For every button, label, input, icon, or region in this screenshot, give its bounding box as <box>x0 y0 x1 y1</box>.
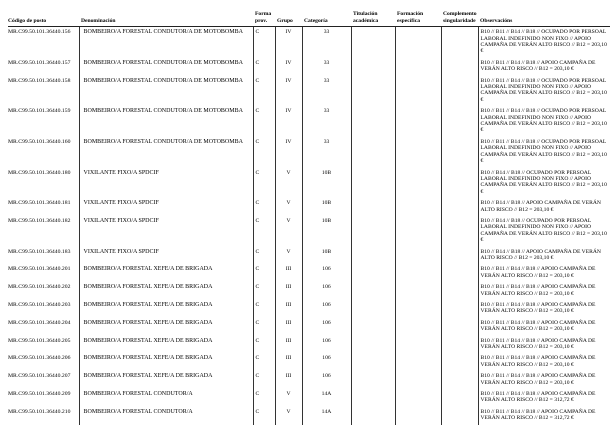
table-row <box>8 353 610 371</box>
cell-formacion <box>395 371 441 389</box>
cell-titulacion <box>351 216 395 247</box>
cell-categoria: 33 <box>302 58 351 76</box>
column-header-observacions: Observacións <box>478 11 610 27</box>
cell-observacions: B10 // B11 // B14 // B18 // APOIO CAMPAÑA DE VERÁN ALTO RISCO // B12 = 203,10 € <box>478 58 610 76</box>
cell-forma: C <box>253 318 275 336</box>
cell-denominacion: BOMBEIRO/A FORESTAL XEFE/A DE BRIGADA <box>79 371 253 389</box>
cell-categoria: 106 <box>302 336 351 354</box>
cell-complemento <box>441 353 478 371</box>
cell-formacion <box>395 58 441 76</box>
cell-titulacion <box>351 106 395 137</box>
cell-grupo: IV <box>275 27 302 58</box>
cell-categoria: 10B <box>302 247 351 265</box>
cell-forma: C <box>253 58 275 76</box>
cell-titulacion <box>351 198 395 216</box>
cell-codigo: MR.C99.50.101.36440.204 <box>8 319 71 326</box>
column-header-denominacion: Denominación <box>79 11 253 27</box>
cell-codigo: MR.C99.50.101.36440.158 <box>8 77 71 84</box>
cell-titulacion <box>351 371 395 389</box>
table-row <box>8 389 610 407</box>
cell-observacions: B10 // B11 // B14 // B18 // APOIO CAMPAÑA DE VERÁN ALTO RISCO // B12 = 203,10 € <box>478 371 610 389</box>
cell-observacions: B10 // B11 // B14 // B18 // APOIO CAMPAÑA DE VERÁN ALTO RISCO // B12 = 312,72 € <box>478 407 610 425</box>
table-row <box>8 198 610 216</box>
table-row <box>8 300 610 318</box>
cell-denominacion: BOMBEIRO/A FORESTAL CONDUTOR/A DE MOTOBOMBA <box>79 76 253 107</box>
cell-grupo: III <box>275 353 302 371</box>
column-header-complemento: Complemento singularidade <box>441 11 478 27</box>
cell-categoria: 10B <box>302 198 351 216</box>
cell-forma: C <box>253 216 275 247</box>
cell-complemento <box>441 300 478 318</box>
cell-titulacion <box>351 76 395 107</box>
cell-grupo: III <box>275 318 302 336</box>
cell-denominacion: BOMBEIRO/A FORESTAL CONDUTOR/A <box>79 407 253 425</box>
cell-complemento <box>441 407 478 425</box>
cell-observacions: B10 // B11 // B14 // B18 // APOIO CAMPAÑA DE VERÁN ALTO RISCO // B12 = 203,10 € <box>478 282 610 300</box>
cell-observacions: B10 // B11 // B14 // B18 // APOIO CAMPAÑA DE VERÁN ALTO RISCO // B12 = 203,10 € <box>478 318 610 336</box>
cell-forma: C <box>253 282 275 300</box>
cell-codigo: MR.C99.50.101.36440.183 <box>8 248 71 255</box>
cell-observacions: B10 // B14 // B18 // APOIO CAMPAÑA DE VERÁN ALTO RISCO // B12 = 203,10 € <box>478 198 610 216</box>
cell-denominacion: BOMBEIRO/A FORESTAL CONDUTOR/A DE MOTOBOMBA <box>79 58 253 76</box>
cell-titulacion <box>351 318 395 336</box>
cell-categoria: 14A <box>302 407 351 425</box>
cell-formacion <box>395 282 441 300</box>
cell-forma: C <box>253 168 275 199</box>
cell-codigo: MR.C99.50.101.36440.205 <box>8 337 71 344</box>
table-header <box>8 11 610 27</box>
cell-codigo: MR.C99.50.101.36440.202 <box>8 284 71 291</box>
table-row <box>8 264 610 282</box>
cell-codigo: MR.C99.50.101.36440.181 <box>8 200 71 207</box>
cell-titulacion <box>351 58 395 76</box>
cell-titulacion <box>351 168 395 199</box>
column-header-categoria: Categoría <box>302 11 351 27</box>
cell-titulacion <box>351 282 395 300</box>
cell-complemento <box>441 318 478 336</box>
cell-formacion <box>395 318 441 336</box>
cell-titulacion <box>351 247 395 265</box>
cell-titulacion <box>351 264 395 282</box>
cell-grupo: IV <box>275 137 302 168</box>
cell-forma: C <box>253 27 275 58</box>
cell-denominacion: BOMBEIRO/A FORESTAL XEFE/A DE BRIGADA <box>79 282 253 300</box>
table-row <box>8 336 610 354</box>
table-row <box>8 27 610 58</box>
cell-codigo: MR.C99.50.101.36440.182 <box>8 217 71 224</box>
cell-grupo: III <box>275 264 302 282</box>
cell-grupo: III <box>275 371 302 389</box>
cell-forma: C <box>253 407 275 425</box>
positions-table <box>8 11 610 425</box>
cell-codigo: MR.C99.50.101.36440.209 <box>8 391 71 398</box>
table-row <box>8 247 610 265</box>
cell-grupo: V <box>275 216 302 247</box>
table-row <box>8 371 610 389</box>
cell-categoria: 10B <box>302 168 351 199</box>
cell-forma: C <box>253 353 275 371</box>
cell-formacion <box>395 216 441 247</box>
cell-grupo: IV <box>275 58 302 76</box>
cell-formacion <box>395 168 441 199</box>
cell-denominacion: BOMBEIRO/A FORESTAL XEFE/A DE BRIGADA <box>79 264 253 282</box>
cell-complemento <box>441 58 478 76</box>
cell-titulacion <box>351 353 395 371</box>
cell-grupo: III <box>275 282 302 300</box>
cell-titulacion <box>351 336 395 354</box>
cell-denominacion: BOMBEIRO/A FORESTAL XEFE/A DE BRIGADA <box>79 318 253 336</box>
cell-codigo: MR.C99.50.101.36440.210 <box>8 408 71 415</box>
cell-categoria: 106 <box>302 300 351 318</box>
cell-denominacion: VIXILANTE FIXO/A SPDCIF <box>79 198 253 216</box>
cell-complemento <box>441 389 478 407</box>
cell-formacion <box>395 76 441 107</box>
table-row <box>8 76 610 107</box>
cell-complemento <box>441 336 478 354</box>
cell-complemento <box>441 264 478 282</box>
cell-complemento <box>441 76 478 107</box>
cell-formacion <box>395 264 441 282</box>
cell-complemento <box>441 216 478 247</box>
cell-codigo: MR.C99.50.101.36440.201 <box>8 266 71 273</box>
table-row <box>8 282 610 300</box>
cell-complemento <box>441 247 478 265</box>
cell-grupo: III <box>275 300 302 318</box>
cell-codigo: MR.C99.50.101.36440.203 <box>8 302 71 308</box>
cell-forma: C <box>253 137 275 168</box>
cell-formacion <box>395 353 441 371</box>
cell-complemento <box>441 137 478 168</box>
cell-grupo: V <box>275 389 302 407</box>
cell-denominacion: BOMBEIRO/A FORESTAL CONDUTOR/A <box>79 389 253 407</box>
cell-denominacion: BOMBEIRO/A FORESTAL XEFE/A DE BRIGADA <box>79 300 253 318</box>
cell-complemento <box>441 371 478 389</box>
cell-categoria: 106 <box>302 264 351 282</box>
cell-categoria: 106 <box>302 282 351 300</box>
cell-grupo: V <box>275 168 302 199</box>
cell-complemento <box>441 168 478 199</box>
cell-observacions: B10 // B14 // B18 // OCUPADO POR PERSOAL LABORAL INDEFINIDO NON FIXO // APOIO CAMPAÑA DE VERÁN ALTO RISCO // B12 = 203,10 € <box>478 168 610 199</box>
cell-forma: C <box>253 336 275 354</box>
table-body <box>8 27 610 425</box>
column-header-codigo: Código de posto <box>8 11 79 27</box>
table-row <box>8 407 610 425</box>
cell-formacion <box>395 336 441 354</box>
cell-categoria: 33 <box>302 27 351 58</box>
cell-complemento <box>441 282 478 300</box>
cell-formacion <box>395 300 441 318</box>
cell-forma: C <box>253 264 275 282</box>
cell-grupo: V <box>275 198 302 216</box>
cell-codigo: MR.C99.50.101.36440.160 <box>8 138 71 145</box>
cell-forma: C <box>253 106 275 137</box>
cell-codigo: MR.C99.50.101.36440.180 <box>8 169 71 176</box>
cell-grupo: IV <box>275 106 302 137</box>
cell-categoria: 33 <box>302 137 351 168</box>
cell-formacion <box>395 247 441 265</box>
cell-formacion <box>395 137 441 168</box>
cell-formacion <box>395 389 441 407</box>
cell-grupo: IV <box>275 76 302 107</box>
cell-grupo: III <box>275 336 302 354</box>
table-row <box>8 168 610 199</box>
header-row <box>8 11 610 27</box>
cell-categoria: 14A <box>302 389 351 407</box>
column-header-grupo: Grupo <box>275 11 302 27</box>
cell-observacions: B10 // B11 // B14 // B18 // APOIO CAMPAÑA DE VERÁN ALTO RISCO // B12 = 203,10 € <box>478 264 610 282</box>
cell-grupo: V <box>275 247 302 265</box>
table-row <box>8 318 610 336</box>
cell-titulacion <box>351 27 395 58</box>
cell-formacion <box>395 106 441 137</box>
cell-categoria: 33 <box>302 76 351 107</box>
column-header-forma: Forma prov. <box>253 11 275 27</box>
cell-observacions: B10 // B11 // B14 // B18 // OCUPADO POR PERSOAL LABORAL INDEFINIDO NON FIXO // APOIO CAMPAÑA DE VERÁN ALTO RISCO // B12 = 203,10 € <box>478 76 610 107</box>
cell-denominacion: BOMBEIRO/A FORESTAL XEFE/A DE BRIGADA <box>79 353 253 371</box>
cell-forma: C <box>253 300 275 318</box>
table-row <box>8 106 610 137</box>
cell-observacions: B10 // B11 // B14 // B18 // APOIO CAMPAÑA DE VERÁN ALTO RISCO // B12 = 203,10 € <box>478 353 610 371</box>
cell-categoria: 106 <box>302 353 351 371</box>
cell-categoria: 10B <box>302 216 351 247</box>
cell-grupo: V <box>275 407 302 425</box>
cell-observacions: B10 // B11 // B14 // B18 // APOIO CAMPAÑA DE VERÁN ALTO RISCO // B12 = 312,72 € <box>478 389 610 407</box>
cell-formacion <box>395 27 441 58</box>
cell-codigo: MR.C99.50.101.36440.159 <box>8 108 71 115</box>
cell-formacion <box>395 407 441 425</box>
cell-denominacion: VIXILANTE FIXO/A SPDCIF <box>79 168 253 199</box>
cell-forma: C <box>253 247 275 265</box>
cell-forma: C <box>253 76 275 107</box>
cell-categoria: 106 <box>302 371 351 389</box>
cell-codigo: MR.C99.50.101.36440.207 <box>8 373 71 380</box>
cell-categoria: 106 <box>302 318 351 336</box>
cell-observacions: B10 // B14 // B18 // APOIO CAMPAÑA DE VERÁN ALTO RISCO // B12 = 203,10 € <box>478 247 610 265</box>
cell-observacions: B10 // B11 // B14 // B18 // OCUPADO POR PERSOAL LABORAL INDEFINIDO NON FIXO // APOIO CAMPAÑA DE VERÁN ALTO RISCO // B12 = 203,10 € <box>478 106 610 137</box>
cell-forma: C <box>253 198 275 216</box>
cell-observacions: B10 // B11 // B14 // B18 // APOIO CAMPAÑA DE VERÁN ALTO RISCO // B12 = 203,10 € <box>478 336 610 354</box>
cell-codigo: MR.C99.50.101.36440.157 <box>8 59 71 66</box>
cell-denominacion: BOMBEIRO/A FORESTAL XEFE/A DE BRIGADA <box>79 336 253 354</box>
cell-complemento <box>441 198 478 216</box>
cell-titulacion <box>351 407 395 425</box>
cell-observacions: B10 // B11 // B14 // B18 // APOIO CAMPAÑA DE VERÁN ALTO RISCO // B12 = 203,10 € <box>478 300 610 318</box>
cell-titulacion <box>351 389 395 407</box>
column-header-titulacion: Titulación académica <box>351 11 395 27</box>
table-row <box>8 58 610 76</box>
cell-formacion <box>395 198 441 216</box>
cell-observacions: B10 // B11 // B14 // B18 // OCUPADO POR PERSOAL LABORAL INDEFINIDO NON FIXO // APOIO CAMPAÑA DE VERÁN ALTO RISCO // B12 = 203,10 € <box>478 137 610 168</box>
cell-observacions: B10 // B11 // B14 // B18 // OCUPADO POR PERSOAL LABORAL INDEFINIDO NON FIXO // APOIO CAMPAÑA DE VERÁN ALTO RISCO // B12 = 203,10 € <box>478 27 610 58</box>
cell-titulacion <box>351 300 395 318</box>
cell-codigo: MR.C99.50.101.36440.206 <box>8 355 71 362</box>
cell-titulacion <box>351 137 395 168</box>
table-row <box>8 216 610 247</box>
cell-denominacion: VIXILANTE FIXO/A SPDCIF <box>79 216 253 247</box>
cell-complemento <box>441 27 478 58</box>
cell-denominacion: VIXILANTE FIXO/A SPDCIF <box>79 247 253 265</box>
cell-denominacion: BOMBEIRO/A FORESTAL CONDUTOR/A DE MOTOBOMBA <box>79 27 253 58</box>
cell-categoria: 33 <box>302 106 351 137</box>
cell-denominacion: BOMBEIRO/A FORESTAL CONDUTOR/A DE MOTOBOMBA <box>79 106 253 137</box>
column-header-formacion: Formación específica <box>395 11 441 27</box>
cell-complemento <box>441 106 478 137</box>
cell-forma: C <box>253 371 275 389</box>
table-row <box>8 137 610 168</box>
cell-forma: C <box>253 389 275 407</box>
cell-observacions: B10 // B14 // B18 // OCUPADO POR PERSOAL LABORAL INDEFINIDO NON FIXO // APOIO CAMPAÑA DE VERÁN ALTO RISCO // B12 = 203,10 € <box>478 216 610 247</box>
cell-codigo: MR.C99.50.101.36440.156 <box>8 29 71 36</box>
cell-denominacion: BOMBEIRO/A FORESTAL CONDUTOR/A DE MOTOBOMBA <box>79 137 253 168</box>
